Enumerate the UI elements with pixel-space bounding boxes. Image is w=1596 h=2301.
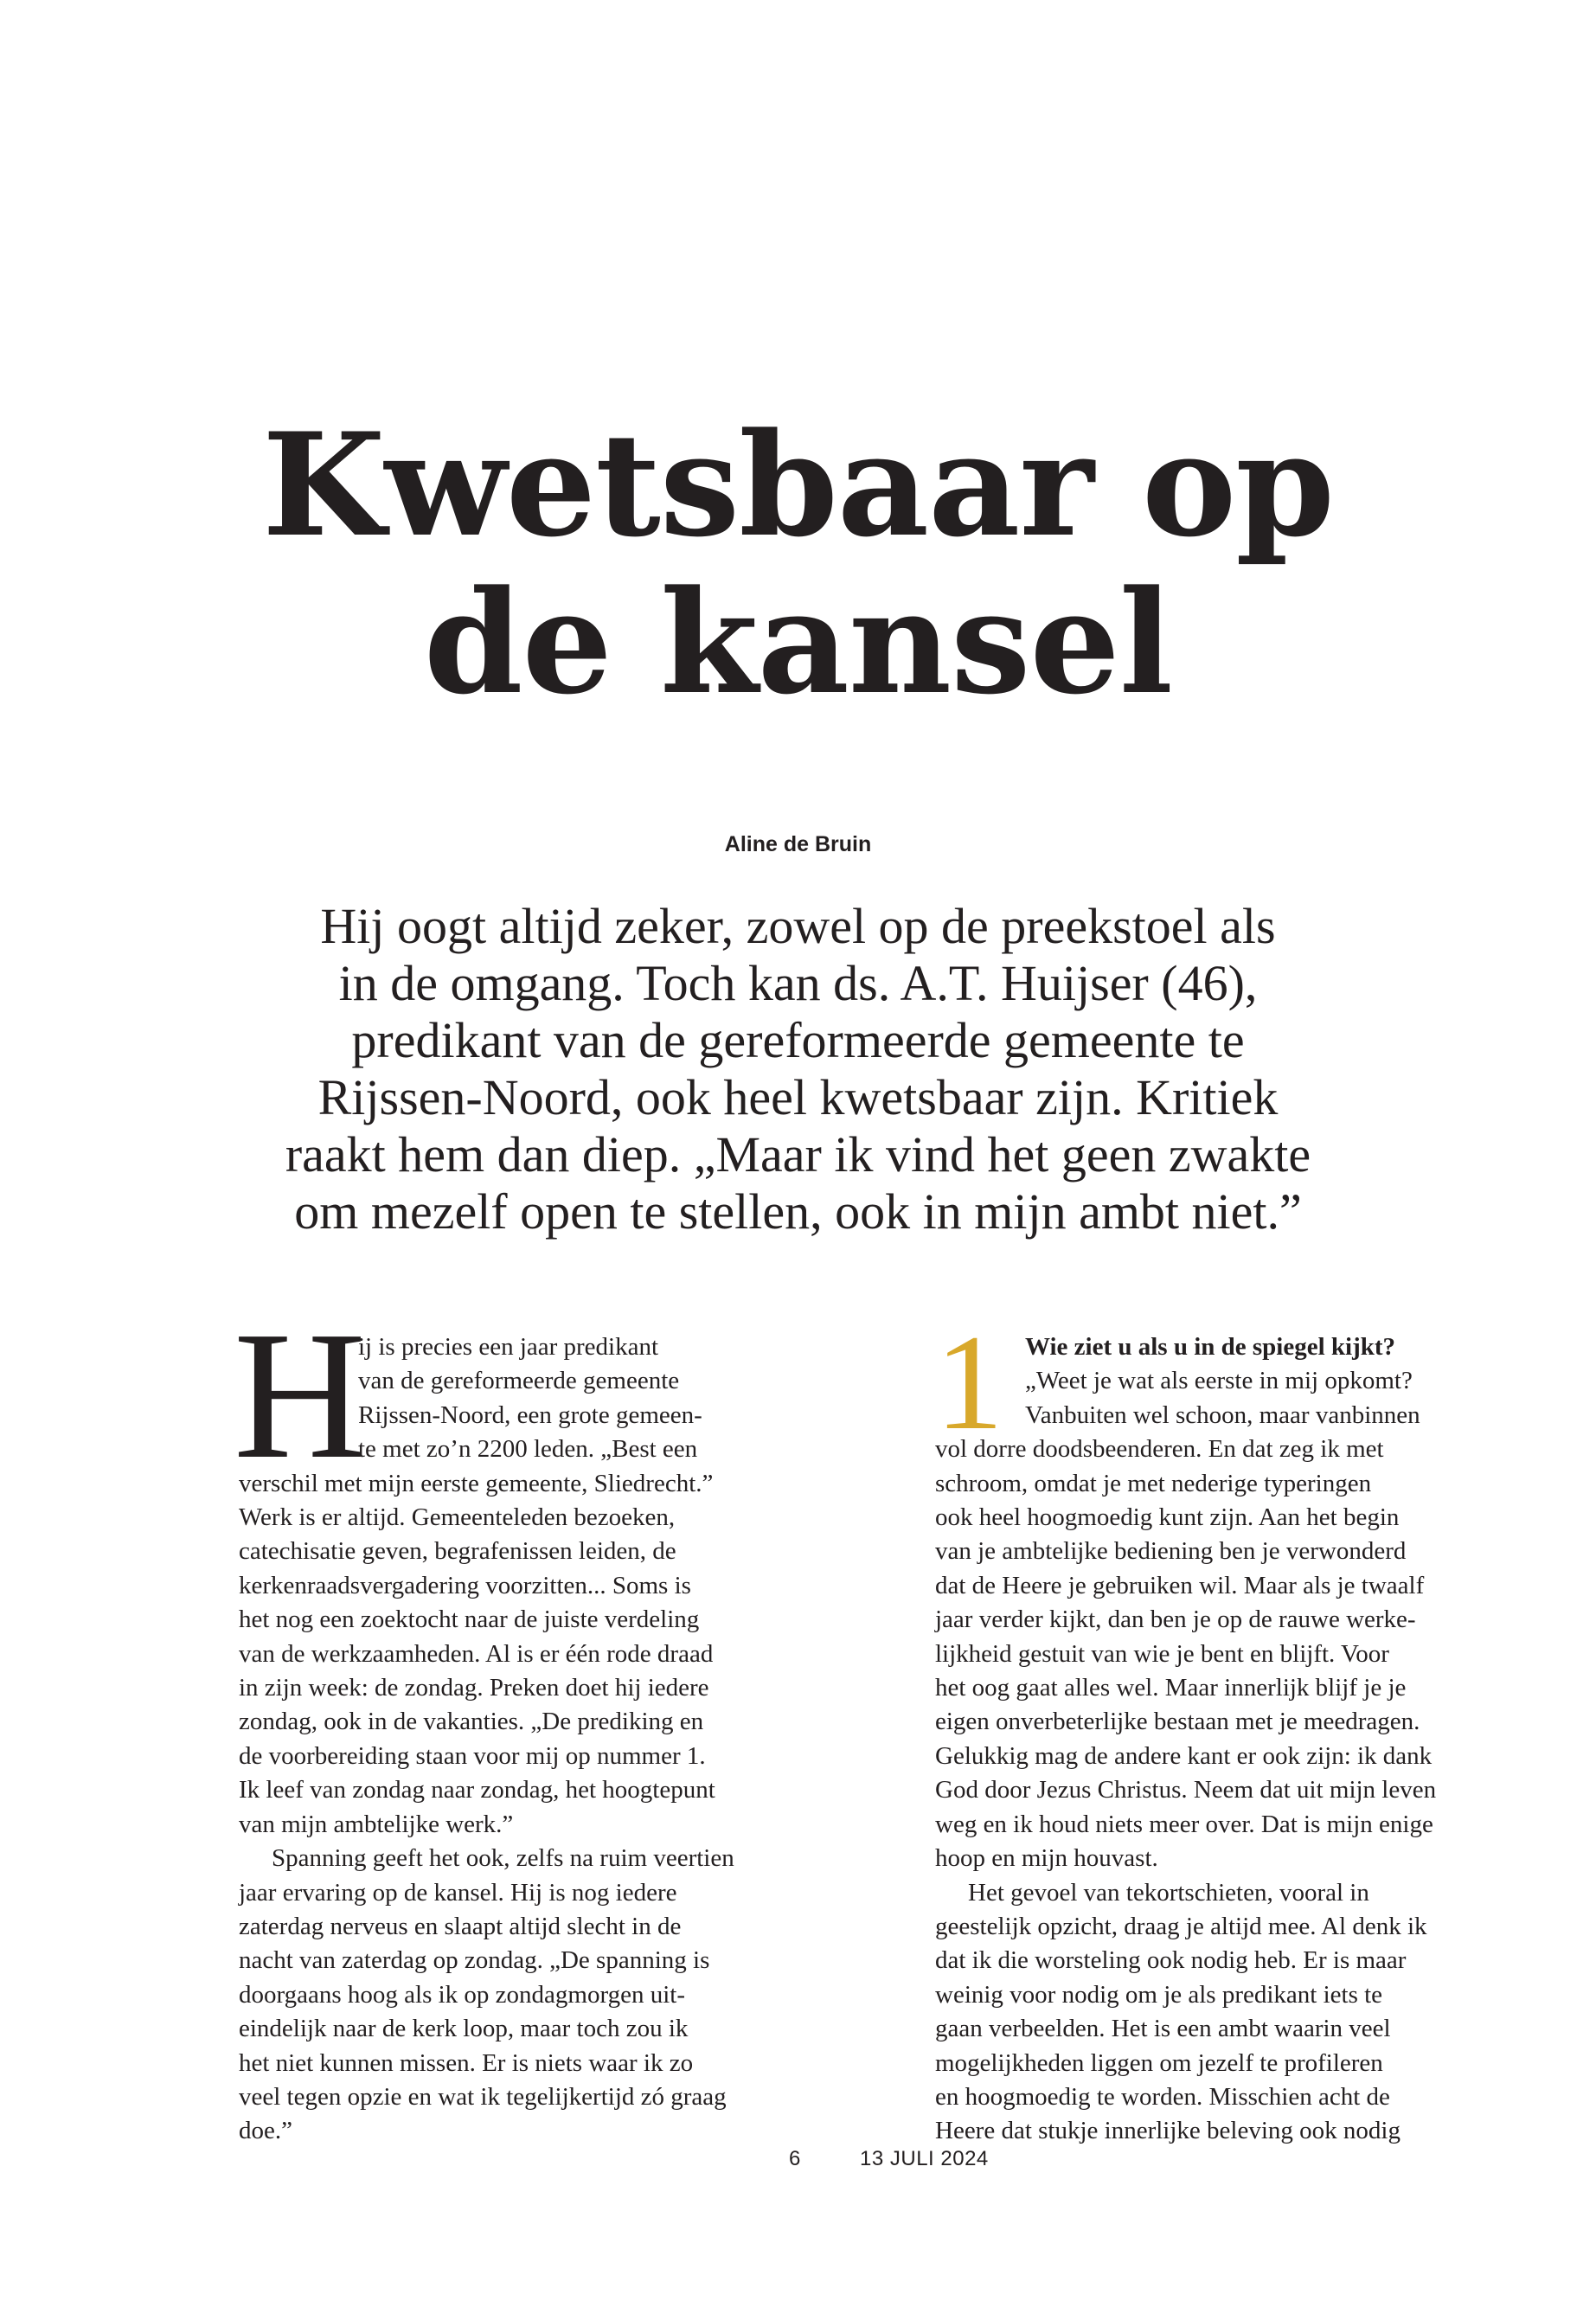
- body-line: gaan verbeelden. Het is een ambt waarin veel: [935, 2015, 1391, 2043]
- body-line: jaar verder kijkt, dan ben je op de rauwe werke-: [935, 1606, 1416, 1634]
- body-line: Rijssen-Noord, een grote gemeen-: [358, 1400, 702, 1429]
- body-line: eindelijk naar de kerk loop, maar toch zou ik: [239, 2015, 689, 2043]
- title-line-2: de kansel: [423, 559, 1173, 726]
- drop-cap: H: [234, 1293, 367, 1497]
- body-line: het niet kunnen missen. Er is niets waar ik zo: [239, 2048, 694, 2077]
- body-line: lijkheid gestuit van wie je bent en blijft. Voor: [935, 1639, 1389, 1668]
- body-line: Gelukkig mag de andere kant er ook zijn: ik dank: [935, 1741, 1433, 1770]
- body-line: Vanbuiten wel schoon, maar vanbinnen: [1025, 1400, 1420, 1429]
- lead-paragraph: [156, 898, 1440, 1240]
- body-line: van de gereformeerde gemeente: [358, 1367, 680, 1395]
- body-line: ij is precies een jaar predikant: [358, 1333, 659, 1361]
- lead-line: raakt hem dan diep. „Maar ik vind het geen zwakte: [285, 1126, 1311, 1183]
- author-byline: Aline de Bruin: [724, 832, 872, 856]
- body-line: weinig voor nodig om je als predikant iets te: [935, 1980, 1383, 2009]
- body-line: dat ik die worsteling ook nodig heb. Er is maar: [935, 1946, 1407, 1975]
- question-number: 1: [935, 1307, 1003, 1458]
- body-line: jaar ervaring op de kansel. Hij is nog iedere: [239, 1878, 677, 1907]
- body-line: Spanning geeft het ook, zelfs na ruim veertien: [272, 1844, 734, 1873]
- body-line: van je ambtelijke bediening ben je verwonderd: [935, 1537, 1407, 1566]
- body-line: zaterdag nerveus en slaapt altijd slecht in de: [239, 1912, 682, 1940]
- right-column: [935, 1307, 1489, 2149]
- body-line: Heere dat stukje innerlijke beleving ook nodig: [935, 2117, 1401, 2145]
- body-line: zondag, ook in de vakanties. „De prediking en: [239, 1708, 704, 1736]
- body-line: kerkenraadsvergadering voorzitten... Soms is: [239, 1571, 691, 1599]
- body-line: de voorbereiding staan voor mij op nummer 1.: [239, 1741, 706, 1770]
- body-line: Werk is er altijd. Gemeenteleden bezoeken,: [239, 1503, 676, 1532]
- body-line: „Weet je wat als eerste in mij opkomt?: [1025, 1367, 1413, 1395]
- body-line: weg en ik houd niets meer over. Dat is mijn enige: [935, 1810, 1433, 1838]
- lead-line: predikant van de gereformeerde gemeente te: [351, 1012, 1245, 1068]
- body-line: het nog een zoektocht naar de juiste verdeling: [239, 1606, 700, 1634]
- body-line: eigen onverbeterlijke bestaan met je meedragen.: [935, 1708, 1420, 1736]
- body-line: Ik leef van zondag naar zondag, het hoogtepunt: [239, 1776, 715, 1804]
- body-line: mogelijkheden liggen om jezelf te profileren: [935, 2048, 1383, 2077]
- body-line: doe.”: [239, 2117, 292, 2145]
- body-line: te met zo’n 2200 leden. „Best een: [358, 1435, 698, 1464]
- body-line: hoop en mijn houvast.: [935, 1844, 1158, 1873]
- lead-line: in de omgang. Toch kan ds. A.T. Huijser (46),: [338, 955, 1258, 1011]
- issue-date: 13 JULI 2024: [860, 2147, 989, 2170]
- body-line: van mijn ambtelijke werk.”: [239, 1810, 514, 1838]
- article-title: [0, 401, 1596, 726]
- body-line: in zijn week: de zondag. Preken doet hij iedere: [239, 1674, 709, 1702]
- body-line: het oog gaat alles wel. Maar innerlijk blijf je je: [935, 1674, 1407, 1702]
- body-line: God door Jezus Christus. Neem dat uit mijn leven: [935, 1776, 1437, 1804]
- body-line: doorgaans hoog als ik op zondagmorgen uit-: [239, 1980, 686, 2009]
- body-line: veel tegen opzie en wat ik tegelijkertijd zó graag: [239, 2082, 727, 2111]
- title-line-1: Kwetsbaar op: [262, 401, 1334, 568]
- left-column: [234, 1293, 792, 2149]
- body-line: vol dorre doodsbeenderen. En dat zeg ik met: [935, 1435, 1384, 1464]
- body-line: ook heel hoogmoedig kunt zijn. Aan het begin: [935, 1503, 1400, 1532]
- lead-line: om mezelf open te stellen, ook in mijn ambt niet.”: [294, 1183, 1302, 1240]
- body-line: en hoogmoedig te worden. Misschien acht de: [935, 2082, 1390, 2111]
- body-line: dat de Heere je gebruiken wil. Maar als je twaalf: [935, 1571, 1425, 1599]
- body-line: verschil met mijn eerste gemeente, Sliedrecht.”: [239, 1469, 714, 1497]
- body-line: geestelijk opzicht, draag je altijd mee. Al denk ik: [935, 1912, 1427, 1940]
- body-line: Het gevoel van tekortschieten, vooral in: [968, 1878, 1369, 1907]
- body-line: nacht van zaterdag op zondag. „De spanning is: [239, 1946, 710, 1975]
- body-line: van de werkzaamheden. Al is er één rode draad: [239, 1639, 714, 1668]
- body-line: schroom, omdat je met nederige typeringen: [935, 1469, 1372, 1497]
- lead-line: Rijssen-Noord, ook heel kwetsbaar zijn. Kritiek: [317, 1069, 1279, 1125]
- question-heading: Wie ziet u als u in de spiegel kijkt?: [1025, 1333, 1396, 1361]
- page-number: 6: [789, 2147, 801, 2170]
- body-line: catechisatie geven, begrafenissen leiden, de: [239, 1537, 676, 1566]
- lead-line: Hij oogt altijd zeker, zowel op de preekstoel als: [320, 898, 1276, 954]
